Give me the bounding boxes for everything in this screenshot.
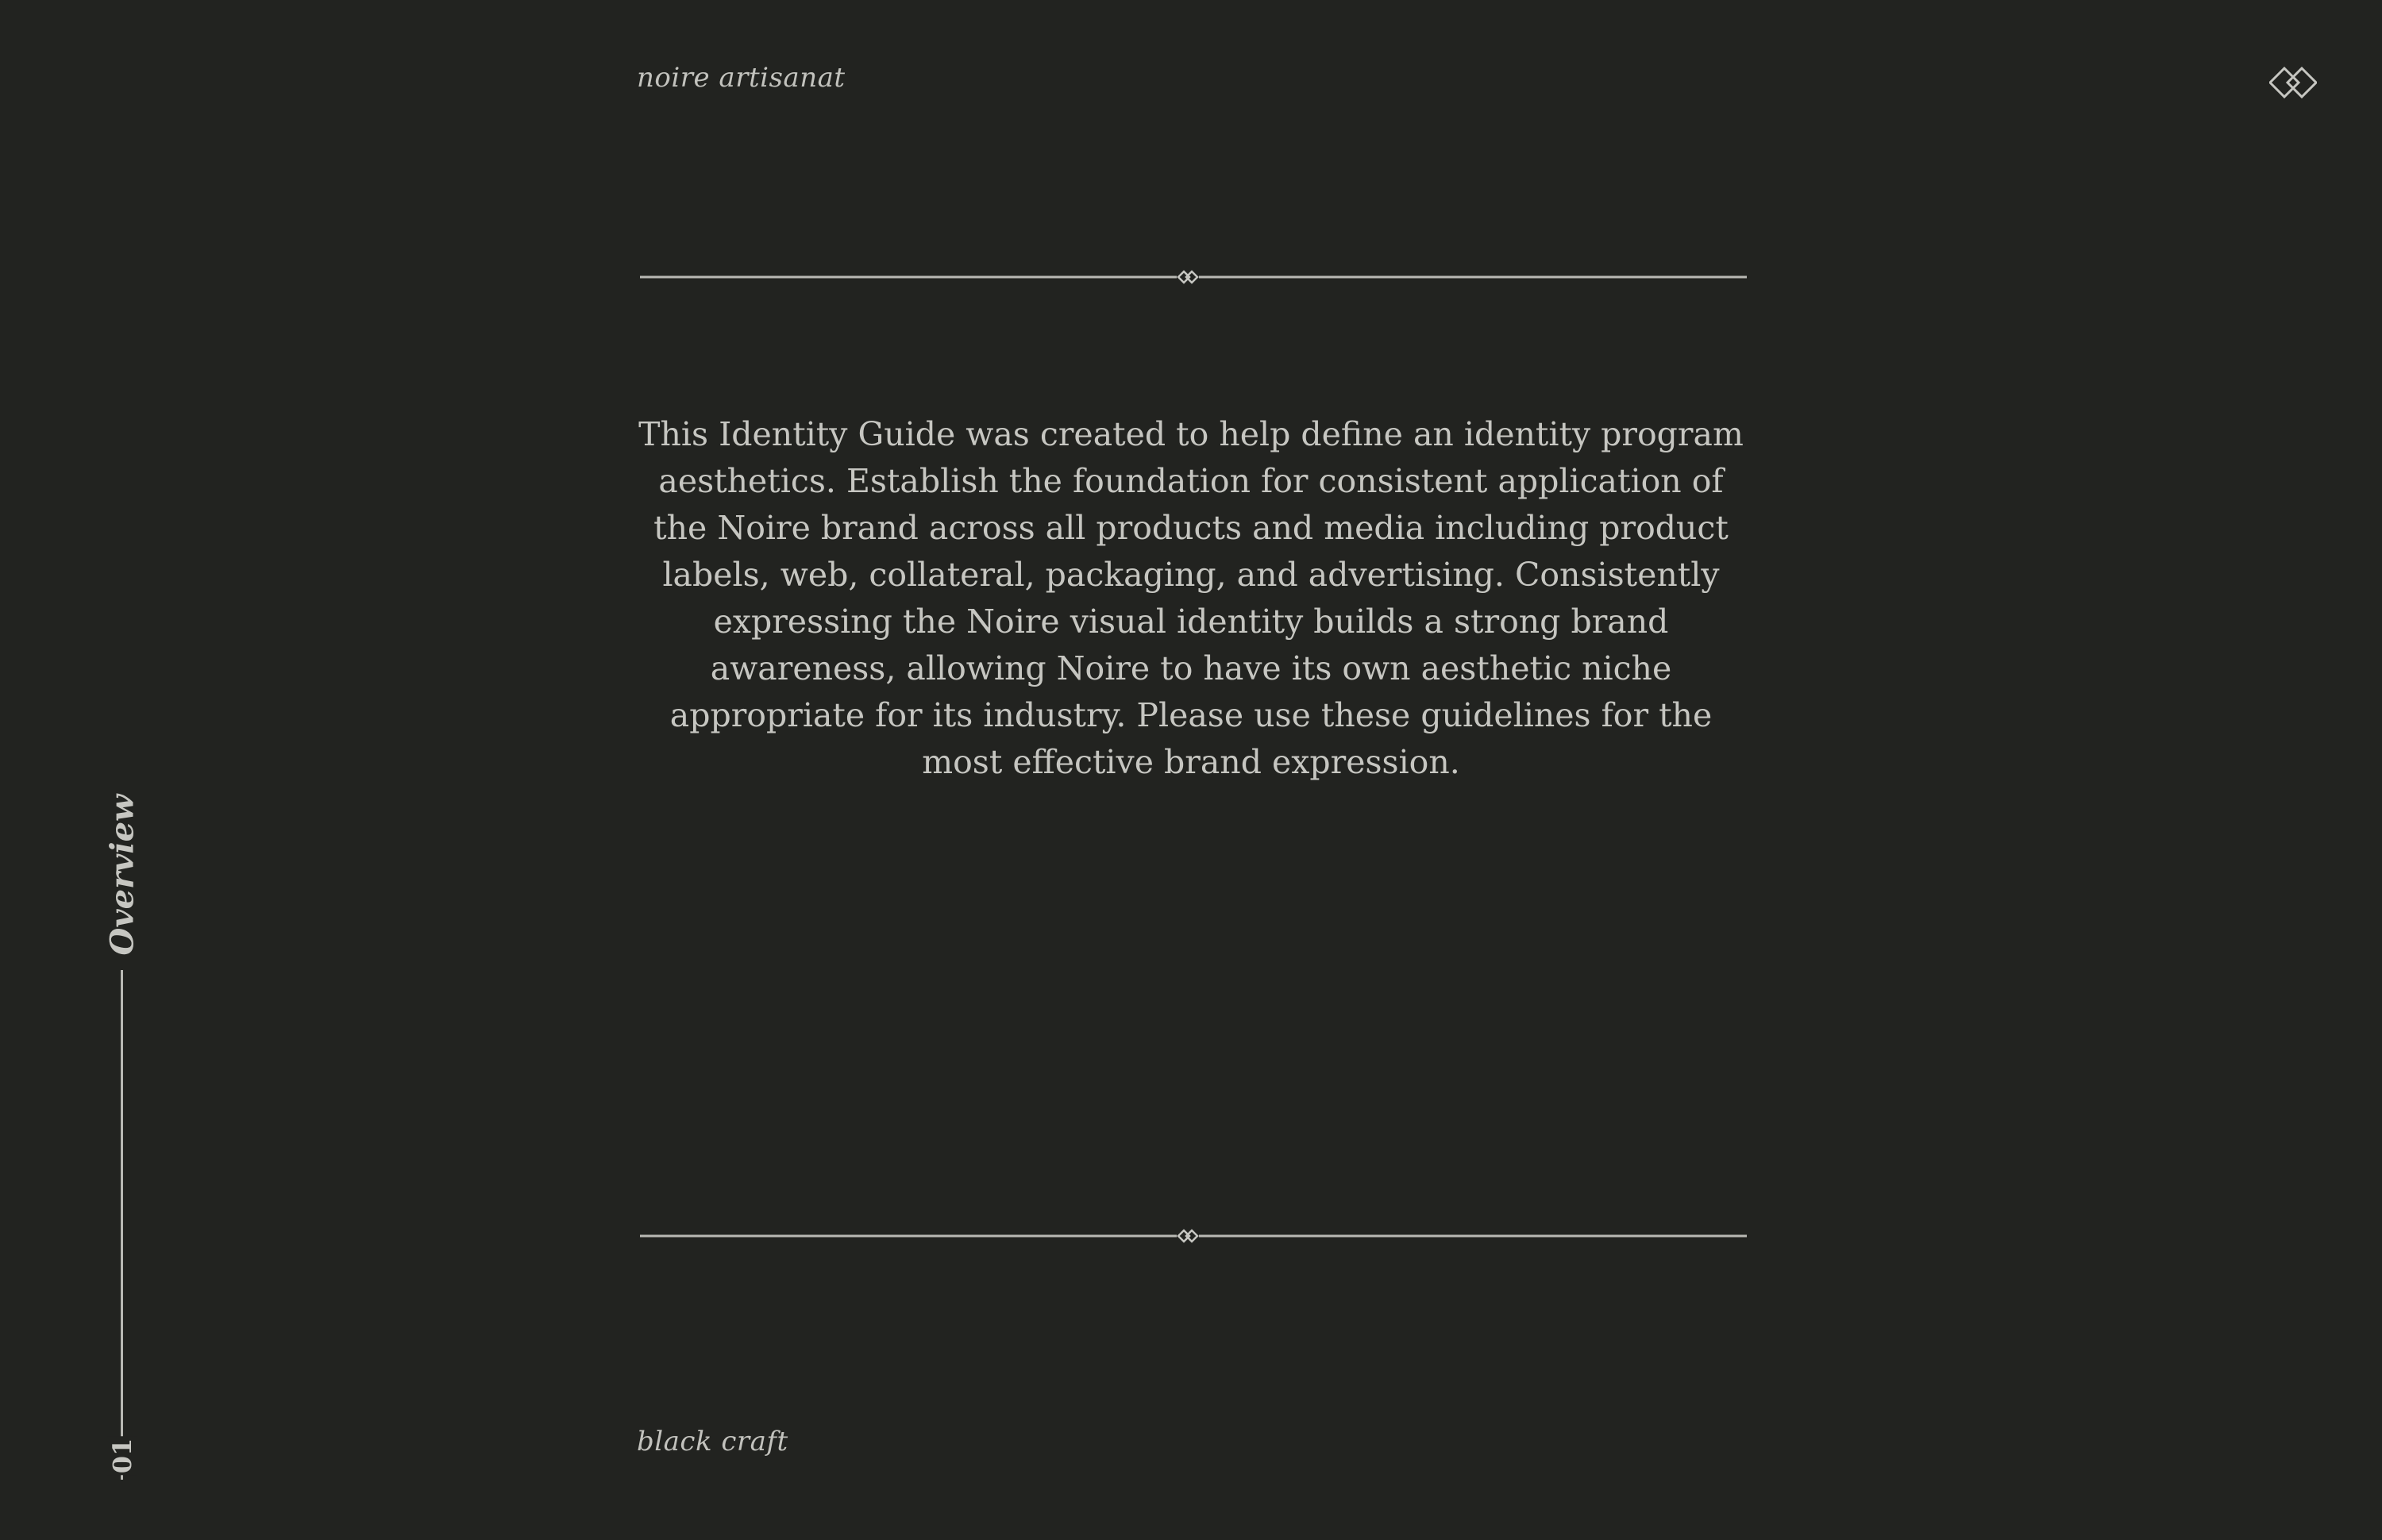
brand-name: noire artisanat bbox=[637, 62, 846, 94]
top-ornamental-divider bbox=[640, 268, 1747, 287]
brand-tagline: black craft bbox=[637, 1426, 788, 1457]
section-label: Overview bbox=[103, 794, 141, 956]
bottom-ornamental-divider bbox=[640, 1226, 1747, 1245]
interlocked-diamonds-icon bbox=[2269, 65, 2317, 100]
section-rail-line bbox=[121, 970, 123, 1480]
page-number: 01 bbox=[107, 1438, 137, 1474]
identity-guide-intro: This Identity Guide was created to help define an identity program aesthetics. Establish the foundation for consistent application of the Noire brand across all products and media including product labels, web, collateral, packaging, and advertising. Consistently expressing the Noire visual identity builds a strong brand awareness, allowing Noire to have its own aesthetic niche appropriate for its industry. Please use these guidelines for the most effective brand expression. bbox=[638, 415, 1744, 781]
